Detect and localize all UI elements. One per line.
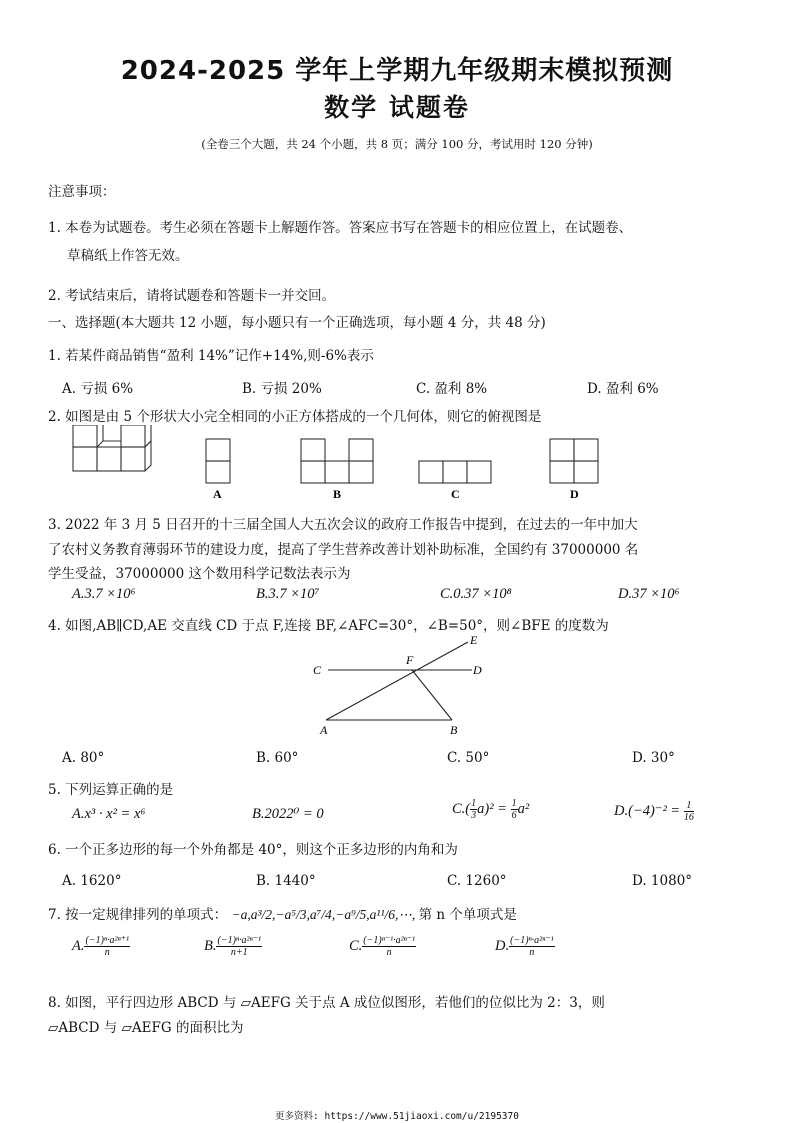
point-f-label: F: [406, 653, 414, 667]
question-2-figures: [0, 425, 794, 505]
point-e-label: E: [470, 633, 478, 647]
question-4-option-d: D. 30°: [632, 750, 675, 766]
question-3-option-b: B.3.7 ×10⁷: [256, 586, 320, 602]
question-6-stem: 6. 一个正多边形的每一个外角都是 40°，则这个正多边形的内角和为: [48, 842, 458, 858]
footer-link[interactable]: 更多资料: https://www.51jiaoxi.com/u/2195370: [275, 1111, 519, 1122]
notice-item-1-cont: 草稿纸上作答无效。: [67, 248, 189, 264]
sequence-term: a³/2: [250, 907, 273, 922]
option-c-post: a²: [517, 800, 530, 817]
question-2-stem: 2. 如图是由 5 个形状大小完全相同的小正方体搭成的一个几何体，则它的俯视图是: [48, 409, 542, 425]
option-label: C.: [349, 937, 363, 954]
fraction: [684, 800, 694, 823]
question-5-option-d: [614, 800, 694, 823]
figure-label-b: B: [333, 487, 342, 501]
question-5-option-b: B.2022⁰ = 0: [252, 806, 324, 822]
question-4-stem: 4. 如图,AB∥CD,AE 交直线 CD 于点 F,连接 BF,∠AFC=30°，∠B=50°，则∠BFE 的度数为: [48, 618, 609, 634]
question-6-option-c: C. 1260°: [447, 873, 507, 889]
question-8-line-2: ▱ABCD 与 ▱AEFG 的面积比为: [48, 1020, 244, 1036]
fraction-num: (−1)ⁿ⁻¹·a²ⁿ⁻¹: [363, 935, 416, 946]
question-1-option-c: C. 盈利 8%: [416, 381, 488, 397]
question-6-option-d: D. 1080°: [632, 873, 693, 889]
question-6-option-a: A. 1620°: [62, 873, 122, 889]
fraction: [509, 935, 554, 958]
notice-item-2: 2. 考试结束后，请将试题卷和答题卡一并交回。: [48, 288, 336, 304]
question-7-stem-post: 第 n 个单项式是: [418, 907, 517, 923]
sequence-term: a¹¹/6: [369, 907, 395, 922]
fraction-den: n: [386, 947, 392, 958]
line-ae: [326, 642, 468, 720]
option-label: B.: [204, 937, 217, 954]
question-7-option-b: [204, 935, 262, 958]
sequence-term: ,⋯,: [395, 907, 416, 922]
option-c-figure: [419, 461, 491, 483]
option-a-figure: [206, 439, 230, 483]
page-title: 2024-2025 学年上学期九年级期末模拟预测: [120, 56, 674, 86]
fraction-den: 6: [511, 810, 517, 821]
figure-label-a: A: [213, 487, 222, 501]
question-8-line-1: 8. 如图，平行四边形 ABCD 与 ▱AEFG 关于点 A 成位似图形，若他们的位似比为 2：3，则: [48, 995, 605, 1011]
sequence-term: a⁷/4: [309, 907, 332, 922]
fraction: [216, 935, 261, 958]
fraction-den: n: [104, 947, 110, 958]
question-5-stem: 5. 下列运算正确的是: [48, 782, 174, 798]
sequence-term: ,−: [272, 907, 285, 922]
option-d-figure: [550, 439, 598, 483]
point-d-label: D: [473, 663, 482, 677]
figure-label-d: D: [570, 487, 579, 501]
fraction-num: 1: [471, 798, 477, 809]
option-b-figure: [301, 439, 373, 483]
question-7-option-d: [495, 935, 555, 958]
question-1-option-d: D. 盈利 6%: [587, 381, 659, 397]
line-bf: [412, 670, 452, 720]
fraction-num: (−1)ⁿ·a²ⁿ⁺¹: [85, 935, 129, 946]
fraction: [511, 798, 518, 821]
question-7-stem: [48, 903, 517, 923]
fraction-den: n: [529, 947, 535, 958]
point-a-label: A: [320, 723, 328, 737]
fraction: [84, 935, 129, 958]
fraction-num: (−1)ⁿ·a²ⁿ⁻¹: [217, 935, 261, 946]
option-d-prefix: D.(−4)⁻² =: [614, 802, 681, 819]
sequence: [231, 907, 418, 922]
question-4-option-b: B. 60°: [256, 750, 299, 766]
question-1-option-b: B. 亏损 20%: [242, 381, 322, 397]
figure-label-c: C: [451, 487, 460, 501]
question-3-option-d: D.37 ×10⁶: [618, 586, 680, 602]
notice-item-1: 1. 本卷为试题卷。考生必须在答题卡上解题作答。答案应书写在答题卡的相应位置上，在试题卷、: [48, 220, 633, 236]
question-6-option-b: B. 1440°: [256, 873, 316, 889]
point-c-label: C: [313, 663, 322, 677]
fraction-den: 16: [683, 812, 694, 823]
fraction-num: 1: [684, 800, 694, 812]
question-1-stem: 1. 若某件商品销售“盈利 14%”记作+14%,则-6%表示: [48, 348, 374, 364]
question-7-stem-pre: 7. 按一定规律排列的单项式：: [48, 907, 228, 923]
question-7-option-a: [72, 935, 130, 958]
question-1-option-a: A. 亏损 6%: [62, 381, 134, 397]
option-c-mid: a)² =: [477, 800, 507, 817]
sequence-term: ,−: [331, 907, 345, 922]
fraction-num: 1: [511, 798, 517, 809]
option-label: D.: [495, 937, 510, 954]
notice-heading: 注意事项：: [48, 184, 116, 200]
option-c-prefix: C.(: [452, 800, 471, 817]
question-4-option-c: C. 50°: [447, 750, 490, 766]
question-3-line-2: 了农村义务教育薄弱环节的建设力度，提高了学生营养改善计划补助标准，全国约有 37000000 名: [48, 542, 639, 558]
sequence-term: −a,: [231, 907, 251, 922]
fraction-den: n+1: [230, 947, 248, 958]
option-label: A.: [72, 937, 85, 954]
cube-solid-figure: [73, 425, 151, 471]
question-3-line-1: 3. 2022 年 3 月 5 日召开的十三届全国人大五次会议的政府工作报告中提到，在过去的一年中加大: [48, 517, 638, 533]
question-3-line-3: 学生受益，37000000 这个数用科学记数法表示为: [48, 566, 351, 582]
exam-note: (全卷三个大题，共 24 个小题，共 8 页；满分 100 分，考试用时 120 分钟): [201, 137, 593, 151]
sequence-term: a⁹/5: [344, 907, 367, 922]
sequence-term: ,: [306, 907, 310, 922]
question-3-option-a: A.3.7 ×10⁶: [72, 586, 136, 602]
fraction-den: 3: [471, 810, 477, 821]
question-7-option-c: [349, 935, 416, 958]
sequence-term: a⁵/3: [284, 907, 307, 922]
fraction: [362, 935, 416, 958]
point-b-label: B: [450, 723, 458, 737]
question-4-option-a: A. 80°: [62, 750, 105, 766]
page-subtitle: 数学 试题卷: [324, 93, 470, 122]
question-5-option-a: A.x³ · x² = x⁶: [72, 806, 146, 822]
fraction-num: (−1)ⁿ·a²ⁿ⁻¹: [510, 935, 554, 946]
question-3-option-c: C.0.37 ×10⁸: [440, 586, 512, 602]
section-heading: 一、选择题(本大题共 12 小题，每小题只有一个正确选项，每小题 4 分，共 48 分): [48, 315, 546, 331]
question-4-figure: [300, 632, 500, 740]
sequence-term: ,: [366, 907, 370, 922]
question-5-option-c: [452, 798, 529, 821]
